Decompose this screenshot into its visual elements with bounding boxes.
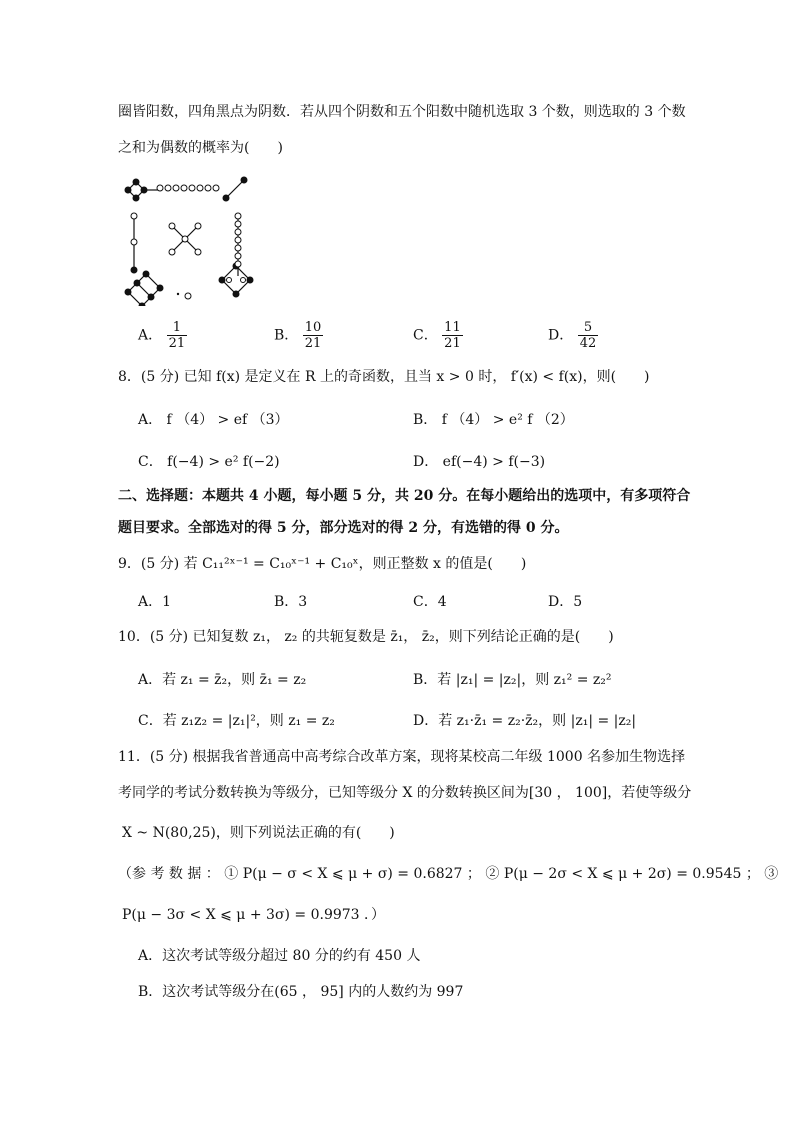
hetu-diagram bbox=[118, 176, 258, 306]
q10-option-b[interactable]: B．若 |z₁| = |z₂|，则 z₁² = z₂² bbox=[413, 672, 612, 688]
q11-stem-line3: X ~ N(80,25)，则下列说法正确的有( ) bbox=[122, 825, 395, 841]
q11-stem-line1: 11．(5 分) 根据我省普通高中高考综合改革方案，现将某校高二年级 1000 名参加生物选择 bbox=[118, 749, 686, 765]
q11-stem-line2: 考同学的考试分数转换为等级分，已知等级分 X 的分数转换区间为[30 ， 100]，若使等级分 bbox=[118, 785, 692, 801]
section2-heading-line2: 题目要求。全部选对的得 5 分，部分选对的得 2 分，有选错的得 0 分。 bbox=[118, 520, 569, 536]
q11-option-a[interactable]: A．这次考试等级分超过 80 分的约有 450 人 bbox=[138, 948, 421, 964]
q9-option-c[interactable]: C．4 bbox=[413, 594, 447, 610]
q10-option-d[interactable]: D．若 z₁·z̄₁ = z₂·z̄₂，则 |z₁| = |z₂| bbox=[413, 713, 637, 729]
q8-option-b[interactable]: B． f （4） > e² f （2） bbox=[413, 412, 574, 428]
q9-option-b[interactable]: B．3 bbox=[274, 594, 308, 610]
q8-option-d[interactable]: D． ef(−4) > f(−3) bbox=[413, 454, 546, 470]
q10-option-c[interactable]: C．若 z₁z₂ = |z₁|²，则 z₁ = z₂ bbox=[138, 713, 335, 729]
q11-reference-line1: （参 考 数 据 ： ① P(μ − σ < X ⩽ μ + σ) = 0.6827 ； ② P(μ − 2σ < X ⩽ μ + 2σ) = 0.9545 ； ③ bbox=[118, 866, 779, 882]
q10-stem: 10．(5 分) 已知复数 z₁， z₂ 的共轭复数是 z̄₁， z̄₂，则下列结论正确的是( ) bbox=[118, 629, 614, 645]
section2-heading-line1: 二、选择题：本题共 4 小题，每小题 5 分，共 20 分。在每小题给出的选项中，有多项符合 bbox=[118, 488, 691, 504]
q7-option-d[interactable]: D． $\frac{5}{42}$ bbox=[548, 320, 597, 351]
q9-stem: 9．(5 分) 若 C₁₁²ˣ⁻¹ = C₁₀ˣ⁻¹ + C₁₀ˣ，则正整数 x 的值是( ) bbox=[118, 556, 527, 572]
q10-option-a[interactable]: A．若 z₁ = z̄₂，则 z̄₁ = z₂ bbox=[138, 672, 307, 688]
q11-option-b[interactable]: B．这次考试等级分在(65 ， 95] 内的人数约为 997 bbox=[138, 984, 464, 1000]
q7-stem-line1: 圈皆阳数，四角黑点为阴数．若从四个阴数和五个阳数中随机选取 3 个数，则选取的 3 个数 bbox=[118, 104, 686, 120]
q11-reference-line2: P(μ − 3σ < X ⩽ μ + 3σ) = 0.9973 ．） bbox=[122, 907, 386, 923]
q7-option-a[interactable]: A． $\frac{1}{21}$ bbox=[138, 320, 186, 351]
q7-option-c[interactable]: C． $\frac{11}{21}$ bbox=[413, 320, 461, 351]
q8-option-a[interactable]: A． f （4） > ef （3） bbox=[138, 412, 289, 428]
q8-stem: 8．(5 分) 已知 f(x) 是定义在 R 上的奇函数，且当 x > 0 时， f′(x) < f(x)，则( ) bbox=[118, 369, 650, 385]
q7-stem-line2: 之和为偶数的概率为( ) bbox=[118, 140, 283, 156]
q9-option-d[interactable]: D．5 bbox=[548, 594, 583, 610]
q8-option-c[interactable]: C． f(−4) > e² f(−2) bbox=[138, 454, 280, 470]
q7-option-b[interactable]: B． $\frac{10}{21}$ bbox=[274, 320, 322, 351]
q9-option-a[interactable]: A．1 bbox=[138, 594, 172, 610]
